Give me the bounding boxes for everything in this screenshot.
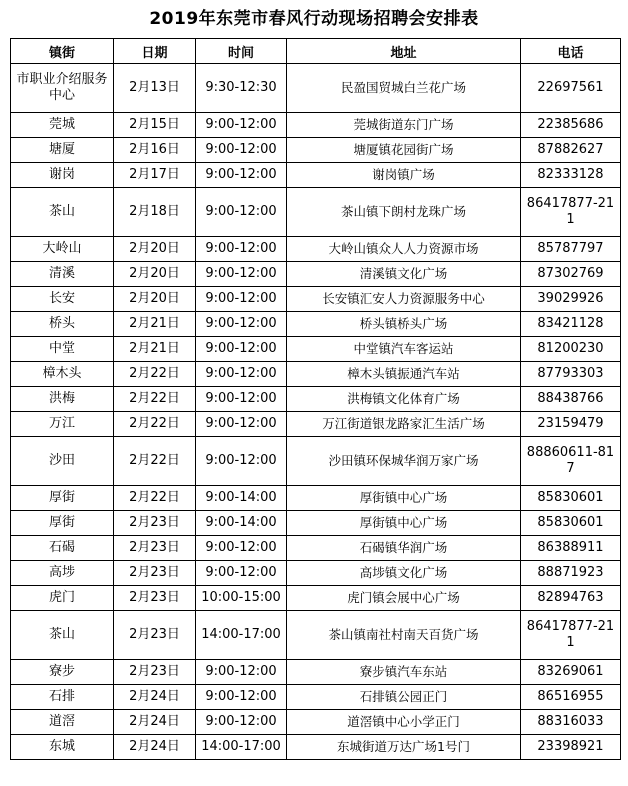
schedule-table [10,38,621,760]
cell-phone: 88316033 [521,710,621,735]
cell-time: 9:00-12:00 [196,685,287,710]
cell-address: 寮步镇汽车东站 [287,660,521,685]
cell-address: 石排镇公园正门 [287,685,521,710]
cell-phone: 87882627 [521,138,621,163]
cell-phone: 22385686 [521,113,621,138]
table-row [11,387,621,412]
column-header-time: 时间 [196,39,287,64]
cell-phone: 86417877-211 [521,611,621,660]
cell-phone: 86516955 [521,685,621,710]
cell-time: 9:00-12:00 [196,387,287,412]
cell-date: 2月21日 [114,312,196,337]
cell-date: 2月22日 [114,412,196,437]
cell-town: 樟木头 [11,362,114,387]
cell-phone: 39029926 [521,287,621,312]
cell-town: 谢岗 [11,163,114,188]
table-row [11,312,621,337]
cell-time: 9:00-12:00 [196,312,287,337]
cell-address: 樟木头镇振通汽车站 [287,362,521,387]
table-row [11,561,621,586]
cell-time: 9:00-12:00 [196,337,287,362]
column-header-phone: 电话 [521,39,621,64]
table-row [11,735,621,760]
table-row [11,412,621,437]
table-row [11,262,621,287]
cell-date: 2月20日 [114,287,196,312]
cell-town: 茶山 [11,611,114,660]
cell-phone: 85787797 [521,237,621,262]
cell-time: 9:00-12:00 [196,437,287,486]
cell-address: 道滘镇中心小学正门 [287,710,521,735]
cell-town: 清溪 [11,262,114,287]
cell-address: 民盈国贸城白兰花广场 [287,64,521,113]
cell-time: 9:00-12:00 [196,710,287,735]
cell-date: 2月23日 [114,660,196,685]
cell-town: 东城 [11,735,114,760]
cell-phone: 88871923 [521,561,621,586]
column-header-address: 地址 [287,39,521,64]
cell-phone: 22697561 [521,64,621,113]
cell-address: 厚街镇中心广场 [287,511,521,536]
cell-address: 中堂镇汽车客运站 [287,337,521,362]
cell-time: 9:00-12:00 [196,561,287,586]
cell-town: 寮步 [11,660,114,685]
cell-address: 茶山镇南社村南天百货广场 [287,611,521,660]
cell-phone: 85830601 [521,486,621,511]
cell-town: 沙田 [11,437,114,486]
cell-town: 石碣 [11,536,114,561]
cell-date: 2月24日 [114,685,196,710]
cell-address: 清溪镇文化广场 [287,262,521,287]
table-row [11,536,621,561]
cell-time: 9:00-12:00 [196,536,287,561]
cell-date: 2月22日 [114,437,196,486]
cell-phone: 23159479 [521,412,621,437]
cell-date: 2月20日 [114,237,196,262]
cell-phone: 85830601 [521,511,621,536]
cell-phone: 88438766 [521,387,621,412]
cell-time: 9:00-14:00 [196,511,287,536]
table-row [11,237,621,262]
table-row [11,586,621,611]
table-row [11,611,621,660]
cell-time: 9:00-12:00 [196,412,287,437]
cell-phone: 82894763 [521,586,621,611]
table-row [11,287,621,312]
cell-time: 9:00-12:00 [196,188,287,237]
table-row [11,437,621,486]
cell-address: 高埗镇文化广场 [287,561,521,586]
cell-phone: 88860611-817 [521,437,621,486]
table-row [11,685,621,710]
cell-phone: 23398921 [521,735,621,760]
cell-town: 厚街 [11,486,114,511]
cell-address: 塘厦镇花园街广场 [287,138,521,163]
cell-date: 2月24日 [114,735,196,760]
table-row [11,163,621,188]
schedule-rows [11,64,621,760]
cell-address: 虎门镇会展中心广场 [287,586,521,611]
cell-town: 厚街 [11,511,114,536]
cell-address: 洪梅镇文化体育广场 [287,387,521,412]
cell-date: 2月22日 [114,362,196,387]
cell-phone: 87793303 [521,362,621,387]
table-row [11,113,621,138]
cell-address: 茶山镇下朗村龙珠广场 [287,188,521,237]
cell-town: 桥头 [11,312,114,337]
table-row [11,188,621,237]
page-title: 2019年东莞市春风行动现场招聘会安排表 [149,9,479,29]
cell-town: 茶山 [11,188,114,237]
cell-address: 大岭山镇众人人力资源市场 [287,237,521,262]
cell-address: 长安镇汇安人力资源服务中心 [287,287,521,312]
cell-date: 2月17日 [114,163,196,188]
cell-town: 石排 [11,685,114,710]
table-row [11,64,621,113]
cell-date: 2月16日 [114,138,196,163]
cell-address: 莞城街道东门广场 [287,113,521,138]
cell-time: 9:00-12:00 [196,138,287,163]
cell-phone: 83269061 [521,660,621,685]
table-row [11,486,621,511]
cell-date: 2月23日 [114,536,196,561]
column-header-town: 镇街 [11,39,114,64]
cell-town: 虎门 [11,586,114,611]
cell-time: 9:00-12:00 [196,362,287,387]
cell-town: 洪梅 [11,387,114,412]
cell-time: 9:00-12:00 [196,262,287,287]
cell-address: 桥头镇桥头广场 [287,312,521,337]
cell-date: 2月21日 [114,337,196,362]
cell-address: 石碣镇华润广场 [287,536,521,561]
cell-time: 10:00-15:00 [196,586,287,611]
cell-time: 9:00-12:00 [196,163,287,188]
cell-date: 2月22日 [114,387,196,412]
cell-date: 2月13日 [114,64,196,113]
cell-town: 塘厦 [11,138,114,163]
cell-phone: 83421128 [521,312,621,337]
table-row [11,710,621,735]
cell-town: 大岭山 [11,237,114,262]
cell-date: 2月23日 [114,586,196,611]
cell-address: 沙田镇环保城华润万家广场 [287,437,521,486]
cell-town: 万江 [11,412,114,437]
cell-date: 2月18日 [114,188,196,237]
cell-time: 9:00-12:00 [196,660,287,685]
cell-date: 2月23日 [114,561,196,586]
cell-town: 莞城 [11,113,114,138]
cell-town: 市职业介绍服务中心 [11,64,114,113]
cell-phone: 81200230 [521,337,621,362]
cell-phone: 82333128 [521,163,621,188]
cell-address: 谢岗镇广场 [287,163,521,188]
cell-address: 万江街道银龙路家汇生活广场 [287,412,521,437]
cell-date: 2月24日 [114,710,196,735]
table-row [11,660,621,685]
cell-date: 2月22日 [114,486,196,511]
cell-town: 道滘 [11,710,114,735]
cell-time: 9:30-12:30 [196,64,287,113]
cell-time: 9:00-12:00 [196,113,287,138]
table-row [11,511,621,536]
table-row [11,337,621,362]
cell-town: 长安 [11,287,114,312]
cell-time: 9:00-12:00 [196,237,287,262]
header-row [11,39,621,64]
cell-address: 东城街道万达广场1号门 [287,735,521,760]
cell-time: 14:00-17:00 [196,611,287,660]
cell-time: 9:00-12:00 [196,287,287,312]
column-header-date: 日期 [114,39,196,64]
cell-phone: 86388911 [521,536,621,561]
table-row [11,362,621,387]
cell-date: 2月23日 [114,611,196,660]
cell-time: 9:00-14:00 [196,486,287,511]
table-row [11,138,621,163]
cell-phone: 87302769 [521,262,621,287]
cell-address: 厚街镇中心广场 [287,486,521,511]
cell-town: 中堂 [11,337,114,362]
cell-phone: 86417877-211 [521,188,621,237]
cell-town: 高埗 [11,561,114,586]
cell-time: 14:00-17:00 [196,735,287,760]
cell-date: 2月23日 [114,511,196,536]
cell-date: 2月15日 [114,113,196,138]
cell-date: 2月20日 [114,262,196,287]
